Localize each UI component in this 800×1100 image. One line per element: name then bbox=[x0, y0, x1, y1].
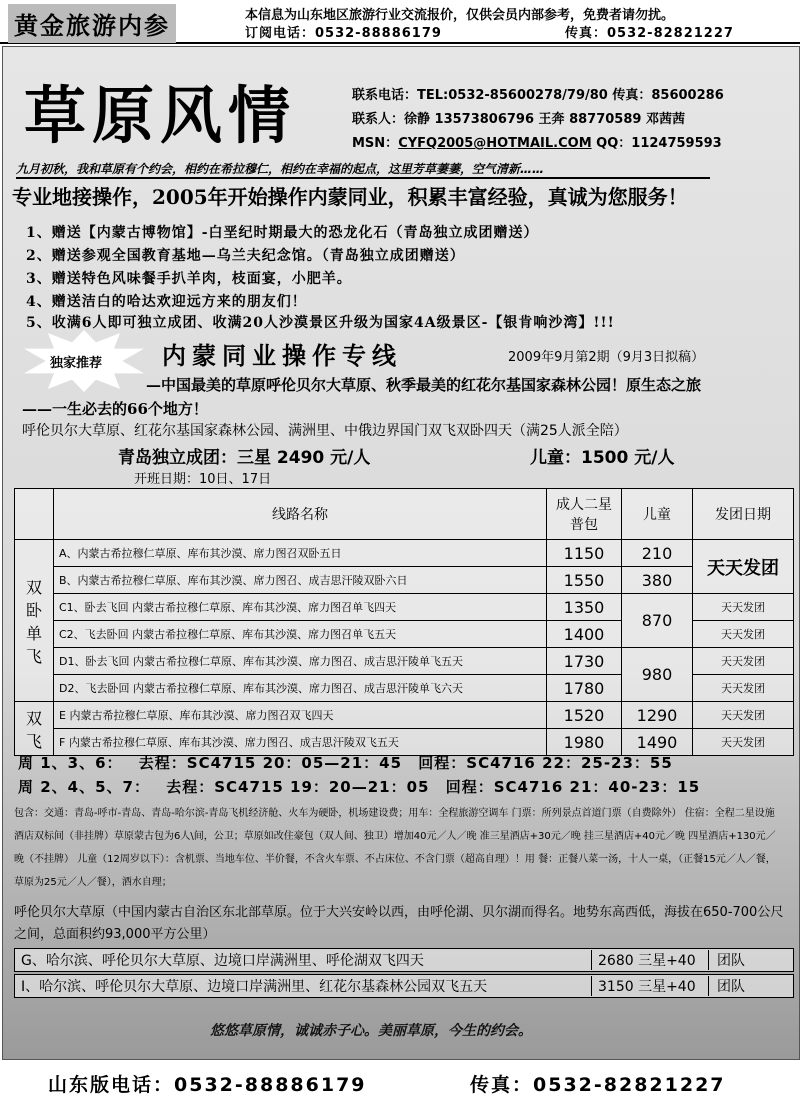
departure-cell: 天天发团 bbox=[693, 702, 794, 729]
table-row bbox=[15, 648, 794, 675]
contact-msn bbox=[352, 132, 722, 151]
table-row bbox=[15, 594, 794, 621]
departure-cell: 天天发团 bbox=[693, 729, 794, 756]
route-name: C1、卧去飞回 内蒙古希拉穆仁草原、库布其沙漠、席力图召单飞四天 bbox=[54, 594, 547, 621]
extra-route-name: G、哈尔滨、呼伦贝尔大草原、边境口岸满洲里、呼伦湖双飞四天 bbox=[15, 950, 592, 970]
adult-price: 1550 bbox=[547, 567, 622, 594]
flight-return: 回程：SC4716 22：25-23：55 bbox=[418, 754, 673, 772]
issue-date: 2009年9月第2期（9月3日拟稿） bbox=[508, 350, 705, 365]
route-name: C2、飞去卧回 内蒙古希拉穆仁草原、库布其沙漠、席力图召单飞五天 bbox=[54, 621, 547, 648]
table-header-cell bbox=[15, 489, 54, 540]
hulunbuir-description: 呼伦贝尔大草原（中国内蒙古自治区东北部草原。位于大兴安岭以西，由呼伦湖、贝尔湖而得名。地势东高西低，海拔在650-700公尺之间，总面积约93,000平方公里） bbox=[14, 905, 784, 942]
flight-days: 周 2、4、5、7： bbox=[18, 778, 150, 796]
flight-outbound: 去程：SC4715 20：05—21：45 bbox=[138, 754, 403, 772]
footer-fax: 传真：0532-82821227 bbox=[470, 1074, 726, 1096]
adult-price: 1400 bbox=[547, 621, 622, 648]
route-name: A、内蒙古希拉穆仁草原、库布其沙漠、席力图召双卧五日 bbox=[54, 540, 547, 567]
headline-secondary: ——一生必去的66个地方！ bbox=[22, 400, 208, 418]
table-header-child: 儿童 bbox=[622, 489, 693, 540]
adult-price: 1350 bbox=[547, 594, 622, 621]
departure-cell: 天天发团 bbox=[693, 540, 794, 594]
departure-cell: 天天发团 bbox=[693, 621, 794, 648]
route-name: D1、卧去飞回 内蒙古希拉穆仁草原、库布其沙漠、席力图召、成吉思汗陵单飞五天 bbox=[54, 648, 547, 675]
route-name: E 内蒙古希拉穆仁草原、库布其沙漠、席力图召双飞四天 bbox=[54, 702, 547, 729]
service-slogan: 专业地接操作，2005年开始操作内蒙同业，积累丰富经验，真诚为您服务！ bbox=[12, 185, 688, 209]
route-name: D2、飞去卧回 内蒙古希拉穆仁草原、库布其沙漠、席力图召、成吉思汗陵单飞六天 bbox=[54, 675, 547, 702]
departure-dates: 开班日期：10日、17日 bbox=[134, 472, 272, 487]
section-title: 内蒙同业操作专线 bbox=[162, 341, 402, 370]
extra-route-type: 团队 bbox=[717, 953, 745, 969]
member-notice: 本信息为山东地区旅游行业交流报价，仅供会员内部参考，免费者请勿扰。 bbox=[245, 8, 675, 23]
departure-cell: 天天发团 bbox=[693, 675, 794, 702]
msn-label: MSN： bbox=[352, 136, 399, 151]
msn-link[interactable]: CYFQ2005@HOTMAIL.COM bbox=[398, 136, 592, 151]
flight-return: 回程：SC4716 21：40-23：15 bbox=[445, 778, 701, 796]
route-summary: 呼伦贝尔大草原、红花尔基国家森林公园、满洲里、中俄边界国门双飞双卧四天（满25人派全陪） bbox=[22, 423, 628, 439]
table-header-date: 发团日期 bbox=[693, 489, 794, 540]
contact-persons: 联系人：徐静 13573806796 王奔 88770589 邓茜茜 bbox=[352, 112, 685, 127]
list-item bbox=[14, 948, 794, 972]
exclusive-badge-label: 独家推荐 bbox=[50, 352, 102, 371]
child-price-cell: 870 bbox=[622, 594, 693, 648]
intro-text: 九月初秋，我和草原有个约会，相约在希拉穆仁，相约在幸福的起点，这里芳草萋萋，空气清新…… bbox=[16, 160, 710, 179]
flight-outbound: 去程：SC4715 19：20—21：05 bbox=[166, 778, 430, 796]
contact-phone: 联系电话：TEL:0532-85600278/79/80 传真：85600286 bbox=[352, 88, 724, 103]
child-price: 儿童：1500 元/人 bbox=[530, 448, 675, 468]
child-price-cell: 210 bbox=[622, 540, 693, 567]
gift-item: 5、收满6人即可独立成团、收满20人沙漠景区升级为国家4A级景区-【银肯响沙湾】!!! bbox=[26, 315, 615, 331]
adult-price: 1150 bbox=[547, 540, 622, 567]
extra-route-price: 2680 三星+40 bbox=[592, 950, 709, 970]
departure-cell: 天天发团 bbox=[693, 594, 794, 621]
table-row bbox=[15, 540, 794, 567]
departure-cell: 天天发团 bbox=[693, 648, 794, 675]
extra-route-type: 团队 bbox=[717, 979, 745, 995]
flight-schedule-2 bbox=[18, 776, 710, 797]
table-row bbox=[15, 702, 794, 729]
adult-price: 1980 bbox=[547, 729, 622, 756]
gift-item: 4、赠送洁白的哈达欢迎远方来的朋友们！ bbox=[26, 294, 307, 310]
extra-route-price: 3150 三星+40 bbox=[592, 976, 709, 996]
route-name: B、内蒙古希拉穆仁草原、库布其沙漠、席力图召、成吉思汗陵双卧六日 bbox=[54, 567, 547, 594]
flight-schedule-1 bbox=[18, 752, 683, 773]
closing-tagline: 悠悠草原情，诚诚赤子心。美丽草原，今生的约会。 bbox=[210, 1023, 532, 1039]
adult-price: 1730 bbox=[547, 648, 622, 675]
route-price-table bbox=[14, 488, 794, 756]
child-price-cell: 980 bbox=[622, 648, 693, 702]
table-header-route: 线路名称 bbox=[54, 489, 547, 540]
route-name: F 内蒙古希拉穆仁草原、库布其沙漠、席力图召、成吉思汗陵双飞五天 bbox=[54, 729, 547, 756]
gift-item: 2、赠送参观全国教育基地—乌兰夫纪念馆。（青岛独立成团赠送） bbox=[26, 248, 465, 264]
category-cell: 双卧单飞 bbox=[15, 540, 54, 702]
qq-number: QQ：1124759593 bbox=[591, 136, 722, 151]
extra-routes bbox=[14, 948, 794, 1000]
table-header-adult: 成人二星普包 bbox=[547, 489, 622, 540]
adult-price: 1520 bbox=[547, 702, 622, 729]
adult-price: 1780 bbox=[547, 675, 622, 702]
header-fax: 传真：0532-82821227 bbox=[565, 26, 734, 41]
order-phone: 订阅电话：0532-88886179 bbox=[245, 26, 442, 41]
gift-item: 3、赠送特色风味餐手扒羊肉，枝面宴，小肥羊。 bbox=[26, 271, 352, 287]
flight-days: 周 1、3、6： bbox=[18, 754, 123, 772]
child-price-cell: 1490 bbox=[622, 729, 693, 756]
brand-logo: 黄金旅游内参 bbox=[8, 4, 176, 43]
extra-route-name: I、哈尔滨、呼伦贝尔大草原、边境口岸满洲里、红花尔基森林公园双飞五天 bbox=[15, 976, 592, 996]
footer-phone: 山东版电话：0532-88886179 bbox=[48, 1074, 367, 1096]
group-price: 青岛独立成团：三星 2490 元/人 bbox=[118, 448, 371, 468]
child-price-cell: 380 bbox=[622, 567, 693, 594]
list-item bbox=[14, 974, 794, 998]
table-header-row bbox=[15, 489, 794, 540]
gift-item: 1、赠送【内蒙古博物馆】-白垩纪时期最大的恐龙化石（青岛独立成团赠送） bbox=[26, 225, 539, 241]
package-inclusions: 包含：交通：青岛-呼市-青岛、青岛-哈尔滨-青岛飞机经济舱、火车为硬卧，机场建设费；用车：全程旅游空调车 门票：所列景点首道门票（自费除外） 住宿：全程二星设施酒店双标间（非挂牌）草原蒙古包为6人\间，公卫；草原如改住豪包（双人间、独卫）增加40元／人／晚 准三星酒店+30元／晚 挂三星酒店+40元／晚 四星酒店+130元／晚（不挂牌） 儿童（12周岁以下）：含机票、当地车位、半价餐，不含火车票、不占床位、不含门票（超高自理）！用 餐：正餐八菜一汤，十人一桌，（正餐15元／人／餐，草原为25元／人／餐），酒水自理； bbox=[14, 808, 776, 888]
headline-primary: —中国最美的草原呼伦贝尔大草原、秋季最美的红花尔基国家森林公园！原生态之旅 bbox=[146, 376, 702, 394]
agency-title: 草原风情 bbox=[24, 79, 297, 152]
category-cell: 双飞 bbox=[15, 702, 54, 756]
child-price-cell: 1290 bbox=[622, 702, 693, 729]
table-row bbox=[15, 567, 794, 594]
